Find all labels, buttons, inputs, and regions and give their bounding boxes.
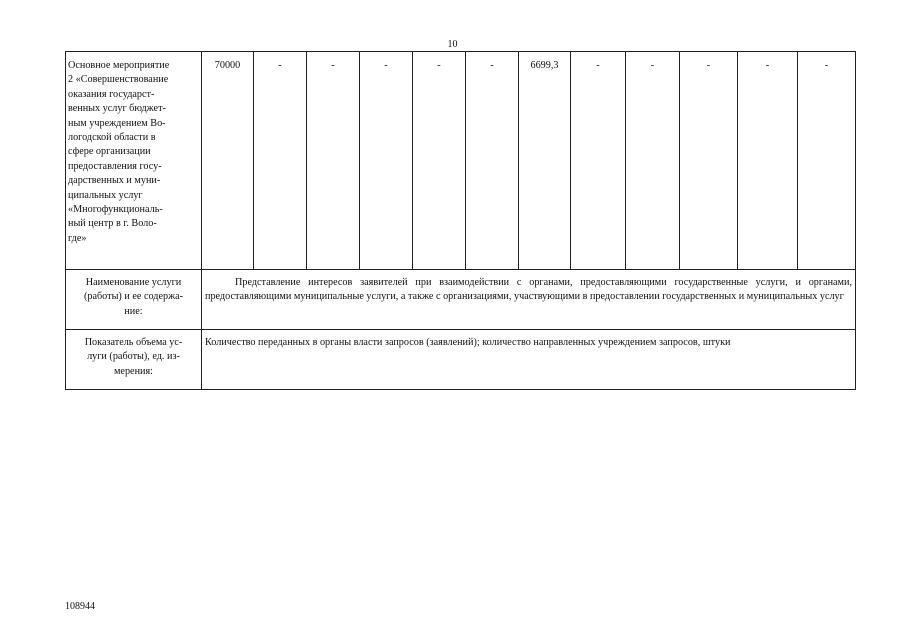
value-cell: - — [571, 52, 626, 270]
value-cell: - — [254, 52, 307, 270]
value-cell: - — [413, 52, 466, 270]
program-activity-table — [65, 51, 856, 390]
value-cell: 6699,3 — [519, 52, 571, 270]
volume-indicator-text: Количество переданных в органы власти запросов (заявлений); количество направленных учреждением запросов, штуки — [202, 330, 856, 390]
value-cell: 70000 — [202, 52, 254, 270]
table-row-service-name — [66, 270, 856, 330]
service-name-label: Наименование услуги (работы) и ее содержа- ние: — [66, 270, 202, 330]
volume-indicator-label: Показатель объема ус- луги (работы), ед. из- мерения: — [66, 330, 202, 390]
value-cell: - — [738, 52, 798, 270]
value-cell: - — [680, 52, 738, 270]
value-cell: - — [626, 52, 680, 270]
page-number: 10 — [447, 39, 458, 50]
table-row-main-activity — [66, 52, 856, 270]
service-name-text: Представление интересов заявителей при взаимодействии с органами, предоставляющими государственные услуги, и органами, предоставляющими муниципальные услуги, а также с организациями, участвующими в предоставлении государственных и муниципальных услуг — [202, 270, 856, 330]
value-cell: - — [307, 52, 360, 270]
value-cell: - — [466, 52, 519, 270]
value-cell: - — [360, 52, 413, 270]
value-cell: - — [798, 52, 856, 270]
table-row-volume-indicator — [66, 330, 856, 390]
main-activity-label: Основное мероприятие 2 «Совершенствование оказания государст- венных услуг бюджет- ным учреждением Во- логодской области в сфере организации предоставления госу- дарственных и муни- ципальных услуг «Многофункциональ- ный центр в г. Воло- где» — [66, 52, 202, 270]
document-code: 108944 — [65, 601, 95, 612]
